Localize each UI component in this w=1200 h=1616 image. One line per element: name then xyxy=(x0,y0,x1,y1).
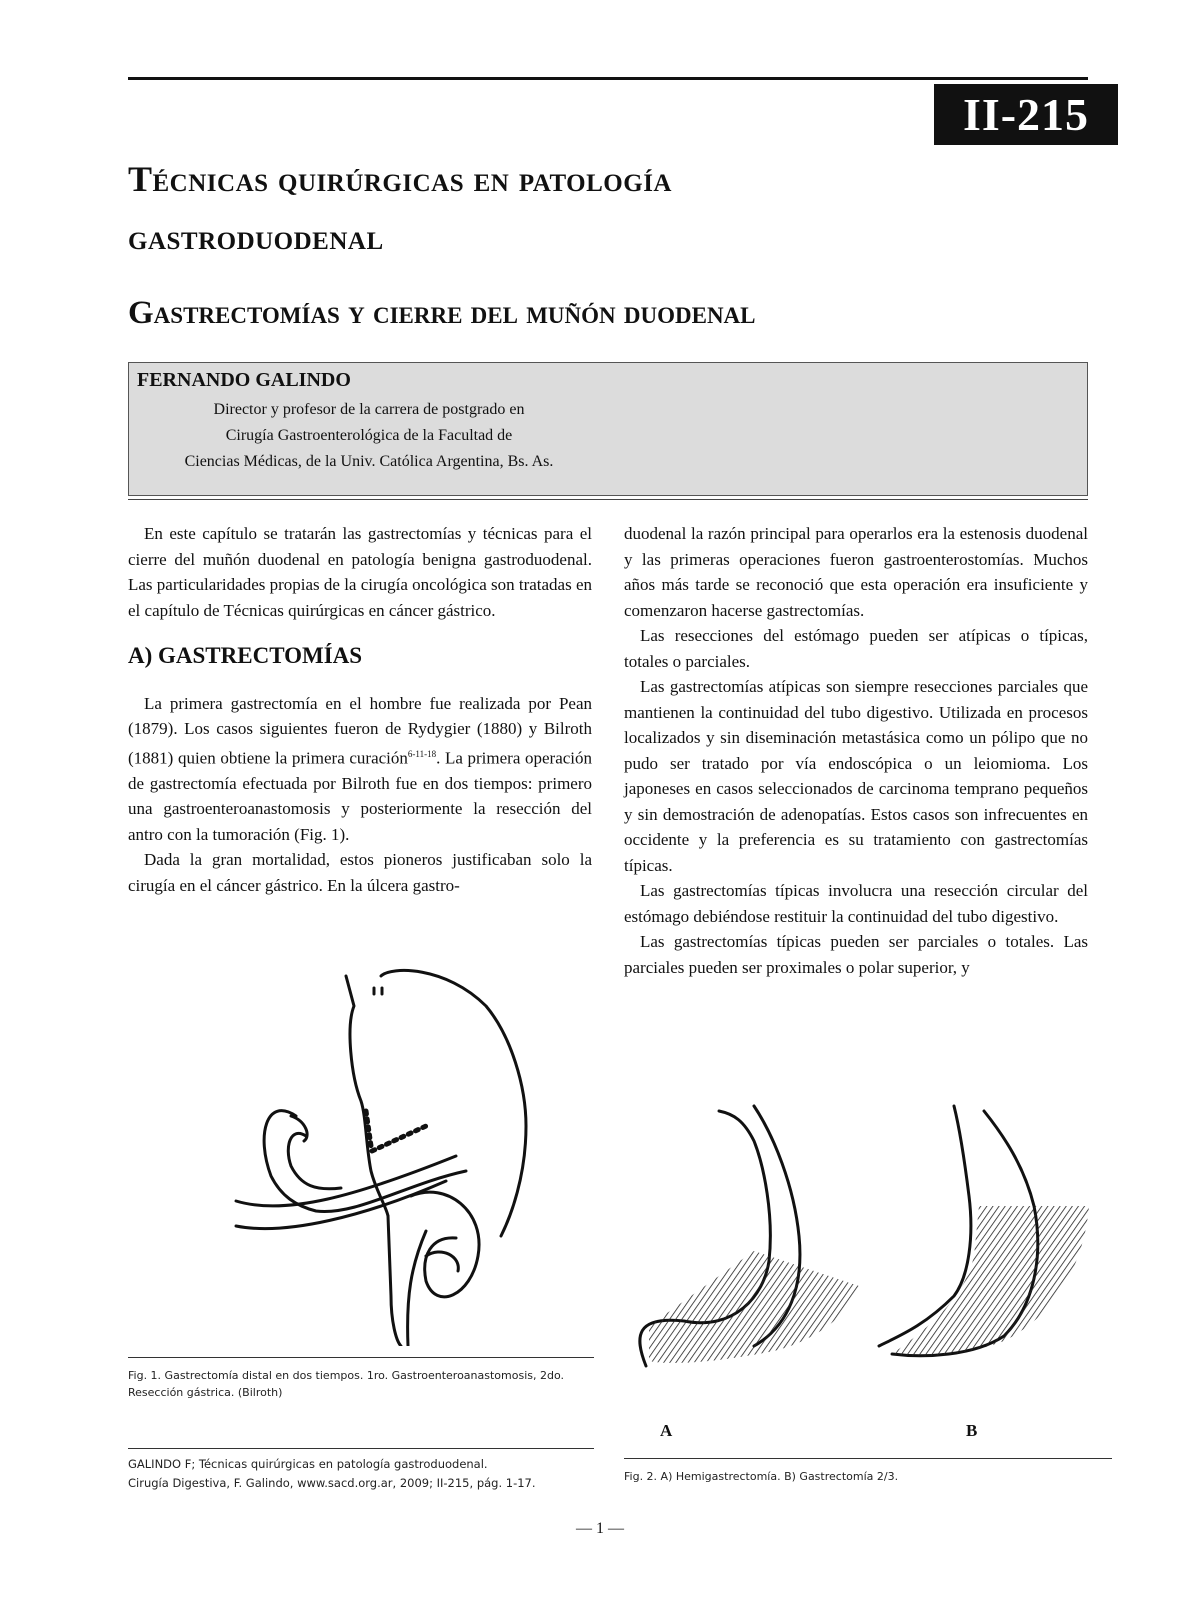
citation-line-2: Cirugía Digestiva, F. Galindo, www.sacd.org.ar, 2009; II-215, pág. 1-17. xyxy=(128,1476,536,1490)
page-number: — 1 — xyxy=(576,1520,624,1537)
title-line-2: gastroduodenal xyxy=(128,217,384,257)
author-box xyxy=(128,362,1088,496)
footer-citation xyxy=(128,1455,608,1493)
page-title xyxy=(128,150,948,266)
footer-rule xyxy=(128,1448,594,1449)
affiliation-line-3: Ciencias Médicas, de la Univ. Católica Argentina, Bs. As. xyxy=(184,453,554,470)
figure-2-caption: Fig. 2. A) Hemigastrectomía. B) Gastrectomía 2/3. xyxy=(624,1470,899,1483)
reference-superscript: 6-11-18 xyxy=(407,748,437,759)
history-text-a: La primera gastrectomía en el hombre fue realizada por Pean (1879). Los casos siguientes fueron de Rydygier (1880) y Bilroth (1881) quien obtiene la primera curación xyxy=(128,693,592,768)
figure-2-illustration xyxy=(624,1096,1094,1376)
partial-total-paragraph: Las gastrectomías típicas pueden ser parciales o totales. Las parciales pueden ser proximales o polar superior, y xyxy=(624,932,1088,977)
affiliation-line-1: Director y profesor de la carrera de postgrado en xyxy=(213,401,525,418)
figure-2-rule xyxy=(624,1458,1112,1459)
left-column xyxy=(128,521,592,898)
mortality-paragraph: Dada la gran mortalidad, estos pioneros justificaban solo la cirugía en el cáncer gástrico. En la úlcera gastro- xyxy=(128,850,592,895)
right-column xyxy=(624,521,1088,980)
author-box-rule xyxy=(128,499,1088,500)
typical-paragraph: Las gastrectomías típicas involucra una resección circular del estómago debiéndose restituir la continuidad del tubo digestivo. xyxy=(624,881,1088,926)
section-heading: A) GASTRECTOMÍAS xyxy=(128,643,363,668)
figure-2-label-a: A xyxy=(660,1421,673,1440)
title-line-1: Técnicas quirúrgicas en patología xyxy=(128,159,672,199)
author-affiliation xyxy=(149,397,589,475)
author-name: FERNANDO GALINDO xyxy=(137,369,351,391)
resections-paragraph: Las resecciones del estómago pueden ser atípicas o típicas, totales o parciales. xyxy=(624,626,1088,671)
figure-1-caption: Fig. 1. Gastrectomía distal en dos tiempos. 1ro. Gastroenteroanastomosis, 2do. Resección gástrica. (Bilroth) xyxy=(128,1369,565,1399)
figure-1-rule xyxy=(128,1357,594,1358)
history-text-b: . La primera operación de gastrectomía efectuada por Bilroth fue en dos tiempos: primero una gastroenteroanastomosis y posteriormente la resección del antro con la tumoración (Fig. 1). xyxy=(128,748,593,844)
figure-2-label-b: B xyxy=(966,1421,978,1440)
affiliation-line-2: Cirugía Gastroenterológica de la Facultad de xyxy=(225,427,513,444)
figure-1-illustration xyxy=(196,966,576,1346)
continued-paragraph: duodenal la razón principal para operarlos era la estenosis duodenal y las primeras operaciones fueron gastroenterostomías. Muchos años más tarde se reconoció que esta operación era insuficiente y comenzaron hacerse gastrectomías. xyxy=(624,524,1088,620)
citation-line-1: GALINDO F; Técnicas quirúrgicas en patología gastroduodenal. xyxy=(128,1457,488,1471)
history-paragraph xyxy=(128,691,592,848)
top-rule xyxy=(128,77,1088,80)
chapter-badge: II-215 xyxy=(934,84,1118,145)
atypical-paragraph: Las gastrectomías atípicas son siempre resecciones parciales que mantienen la continuidad del tubo digestivo. Utilizada en procesos localizados y sin diseminación metastásica como un pólipo que no pudo ser tratado por vía endoscópica o un leiomioma. Los japoneses en casos seleccionados de carcinoma temprano pequeños y sin demostración de adenopatías. Estos casos son infrecuentes en occidente y la preferencia es su tratamiento con gastrectomías típicas. xyxy=(624,677,1088,875)
intro-paragraph: En este capítulo se tratarán las gastrectomías y técnicas para el cierre del muñón duodenal en patología benigna gastroduodenal. Las particularidades propias de la cirugía oncológica son tratadas en el capítulo de Técnicas quirúrgicas en cáncer gástrico. xyxy=(128,524,593,620)
page-subtitle: Gastrectomías y cierre del muñón duodenal xyxy=(128,295,756,331)
